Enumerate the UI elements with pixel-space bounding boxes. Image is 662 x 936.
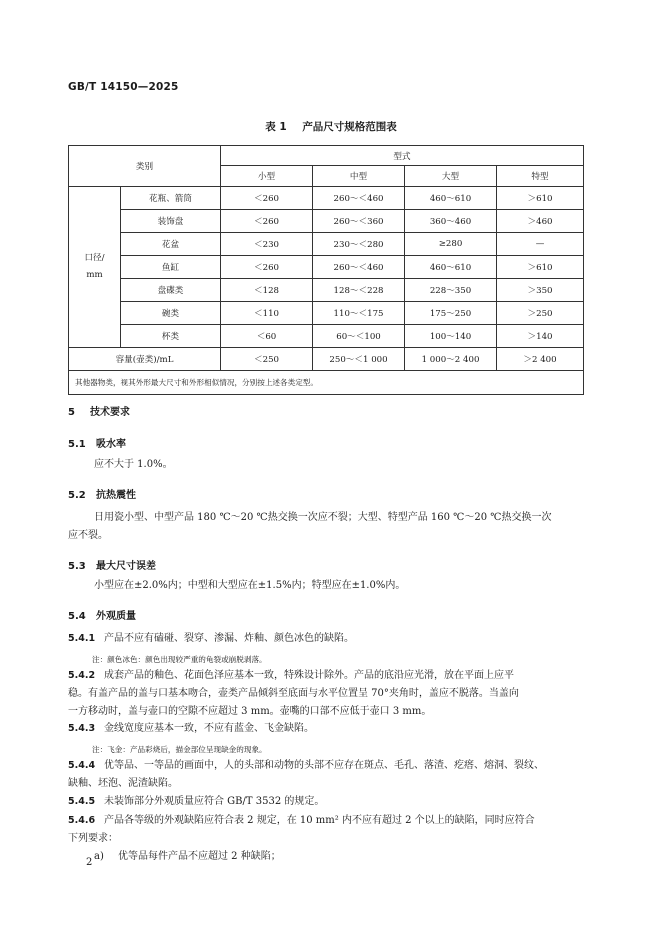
cell-large: 228～350 bbox=[405, 279, 497, 302]
item-number: 5.4.1 bbox=[68, 633, 96, 644]
row-name: 杯类 bbox=[121, 325, 221, 348]
section-5-2-heading bbox=[68, 486, 136, 501]
item-5-4-2-line2: 稳。有盖产品的盖与口基本吻合，壶类产品倾斜至底面与水平位置呈 70°夹角时，盖应不脱落。当盖向 bbox=[68, 688, 519, 699]
item-5-4-3 bbox=[68, 720, 314, 738]
table-note: 其他器物类，视其外形最大尺寸和外形相似情况，分别按上述各类定型。 bbox=[69, 371, 584, 395]
table-caption-number: 表 1 bbox=[265, 121, 287, 133]
cell-medium: 128～＜228 bbox=[313, 279, 405, 302]
item-text: 优等品、一等品的画面中，人的头部和动物的头部不应存在斑点、毛孔、落渣、疙瘩、熔洞、裂纹、 bbox=[104, 760, 544, 771]
size-header-special: 特型 bbox=[497, 166, 584, 187]
section-title: 技术要求 bbox=[90, 407, 130, 418]
section-title: 抗热震性 bbox=[96, 490, 136, 501]
cell-large: 360～460 bbox=[405, 210, 497, 233]
section-number: 5.4 bbox=[68, 611, 86, 622]
capacity-row-name: 容量(壶类)/mL bbox=[69, 348, 221, 371]
cell-small: ＜260 bbox=[221, 256, 313, 279]
item-5-4-6-line2: 下列要求： bbox=[68, 833, 118, 844]
table-row bbox=[69, 187, 584, 210]
cell-special: ＞350 bbox=[497, 279, 584, 302]
section-number: 5.3 bbox=[68, 561, 86, 572]
table-row bbox=[69, 233, 584, 256]
section-5-2-text-line2: 应不裂。 bbox=[68, 530, 108, 541]
diameter-label-line2: mm bbox=[86, 270, 103, 280]
item-5-4-5 bbox=[68, 793, 324, 811]
section-5-heading bbox=[68, 403, 130, 418]
row-name: 碗类 bbox=[121, 302, 221, 325]
row-name: 盘碟类 bbox=[121, 279, 221, 302]
standard-number: GB/T 14150—2025 bbox=[68, 81, 179, 93]
cell-medium: 60～＜100 bbox=[313, 325, 405, 348]
cell-special: ＞140 bbox=[497, 325, 584, 348]
section-5-1-heading bbox=[68, 435, 126, 450]
item-text: 未装饰部分外观质量应符合 GB/T 3532 的规定。 bbox=[104, 796, 325, 807]
item-5-4-1-note: 注：颜色冰色：颜色出现较严重的龟裂或崩脱剥落。 bbox=[92, 655, 267, 664]
section-5-3-heading bbox=[68, 557, 156, 572]
cell-medium: 260～＜360 bbox=[313, 210, 405, 233]
item-text: 产品各等级的外观缺陷应符合表 2 规定，在 10 mm² 内不应有超过 2 个以上的缺陷，同时应符合 bbox=[104, 815, 535, 826]
section-5-4-heading bbox=[68, 607, 136, 622]
section-5-1-text: 应不大于 1.0%。 bbox=[94, 459, 173, 470]
section-title: 外观质量 bbox=[96, 611, 136, 622]
item-5-4-6-line1 bbox=[68, 812, 535, 830]
item-5-4-2-line3: 一方移动时，盖与壶口的空隙不应超过 3 mm。壶嘴的口部不应低于壶口 3 mm。 bbox=[68, 706, 432, 717]
size-header-small: 小型 bbox=[221, 166, 313, 187]
diameter-label-line1: 口径/ bbox=[84, 253, 105, 263]
section-5-2-text-line1: 日用瓷小型、中型产品 180 ℃～20 ℃热交换一次应不裂；大型、特型产品 160 ℃～20 ℃热交换一次 bbox=[94, 512, 552, 523]
page-number: 2 bbox=[86, 857, 93, 868]
row-name: 装饰盘 bbox=[121, 210, 221, 233]
cell-large: 1 000～2 400 bbox=[405, 348, 497, 371]
list-item-text: 优等品每件产品不应超过 2 种缺陷； bbox=[118, 851, 281, 862]
section-number: 5.2 bbox=[68, 490, 86, 501]
cell-small: ＜128 bbox=[221, 279, 313, 302]
cell-large: 460～610 bbox=[405, 187, 497, 210]
cell-small: ＜110 bbox=[221, 302, 313, 325]
cell-medium: 250～＜1 000 bbox=[313, 348, 405, 371]
table-row bbox=[69, 302, 584, 325]
cell-medium: 230～＜280 bbox=[313, 233, 405, 256]
cell-special: ＞2 400 bbox=[497, 348, 584, 371]
cell-small: ＜230 bbox=[221, 233, 313, 256]
cell-special: ＞610 bbox=[497, 187, 584, 210]
type-header: 型式 bbox=[221, 146, 584, 166]
cell-medium: 110～＜175 bbox=[313, 302, 405, 325]
table-caption bbox=[0, 119, 662, 134]
cell-special: ＞610 bbox=[497, 256, 584, 279]
cell-medium: 260～＜460 bbox=[313, 256, 405, 279]
section-number: 5 bbox=[68, 407, 75, 418]
size-header-medium: 中型 bbox=[313, 166, 405, 187]
table-row bbox=[69, 325, 584, 348]
diameter-group-label bbox=[69, 187, 121, 348]
cell-large: ≥280 bbox=[405, 233, 497, 256]
category-header: 类别 bbox=[69, 146, 221, 187]
item-number: 5.4.2 bbox=[68, 670, 96, 681]
item-number: 5.4.6 bbox=[68, 815, 96, 826]
item-5-4-4-line2: 缺釉、坯泡、泥渣缺陷。 bbox=[68, 778, 178, 789]
item-text: 成套产品的釉色、花面色泽应基本一致，特殊设计除外。产品的底沿应光滑，放在平面上应平 bbox=[104, 670, 514, 681]
table-row bbox=[69, 279, 584, 302]
cell-small: ＜260 bbox=[221, 210, 313, 233]
cell-large: 175～250 bbox=[405, 302, 497, 325]
item-5-4-1 bbox=[68, 630, 354, 648]
list-marker: a) bbox=[94, 851, 104, 862]
item-number: 5.4.4 bbox=[68, 760, 96, 771]
cell-large: 460～610 bbox=[405, 256, 497, 279]
table-row bbox=[69, 348, 584, 371]
table-row bbox=[69, 210, 584, 233]
section-5-3-text: 小型应在±2.0%内；中型和大型应在±1.5%内；特型应在±1.0%内。 bbox=[94, 580, 406, 591]
list-item-a bbox=[94, 848, 281, 866]
item-5-4-2-line1 bbox=[68, 667, 514, 685]
size-spec-table bbox=[68, 145, 584, 395]
table-caption-title: 产品尺寸规格范围表 bbox=[302, 121, 397, 133]
cell-small: ＜60 bbox=[221, 325, 313, 348]
item-5-4-3-note: 注：飞金：产品彩烧后，描金部位呈现缺金的现象。 bbox=[92, 745, 267, 754]
row-name: 鱼缸 bbox=[121, 256, 221, 279]
table-row bbox=[69, 256, 584, 279]
row-name: 花瓶、箭筒 bbox=[121, 187, 221, 210]
cell-special: ＞460 bbox=[497, 210, 584, 233]
cell-small: ＜260 bbox=[221, 187, 313, 210]
item-text: 金线宽度应基本一致，不应有蓝金、飞金缺陷。 bbox=[104, 723, 314, 734]
section-title: 最大尺寸误差 bbox=[96, 561, 156, 572]
section-title: 吸水率 bbox=[96, 439, 126, 450]
cell-medium: 260～＜460 bbox=[313, 187, 405, 210]
cell-special: ＞250 bbox=[497, 302, 584, 325]
item-5-4-4-line1 bbox=[68, 757, 544, 775]
item-text: 产品不应有磕碰、裂穿、渗漏、炸釉、颜色冰色的缺陷。 bbox=[104, 633, 354, 644]
cell-special: — bbox=[497, 233, 584, 256]
cell-large: 100～140 bbox=[405, 325, 497, 348]
item-number: 5.4.3 bbox=[68, 723, 96, 734]
cell-small: ＜250 bbox=[221, 348, 313, 371]
section-number: 5.1 bbox=[68, 439, 86, 450]
row-name: 花盆 bbox=[121, 233, 221, 256]
size-header-large: 大型 bbox=[405, 166, 497, 187]
item-number: 5.4.5 bbox=[68, 796, 96, 807]
